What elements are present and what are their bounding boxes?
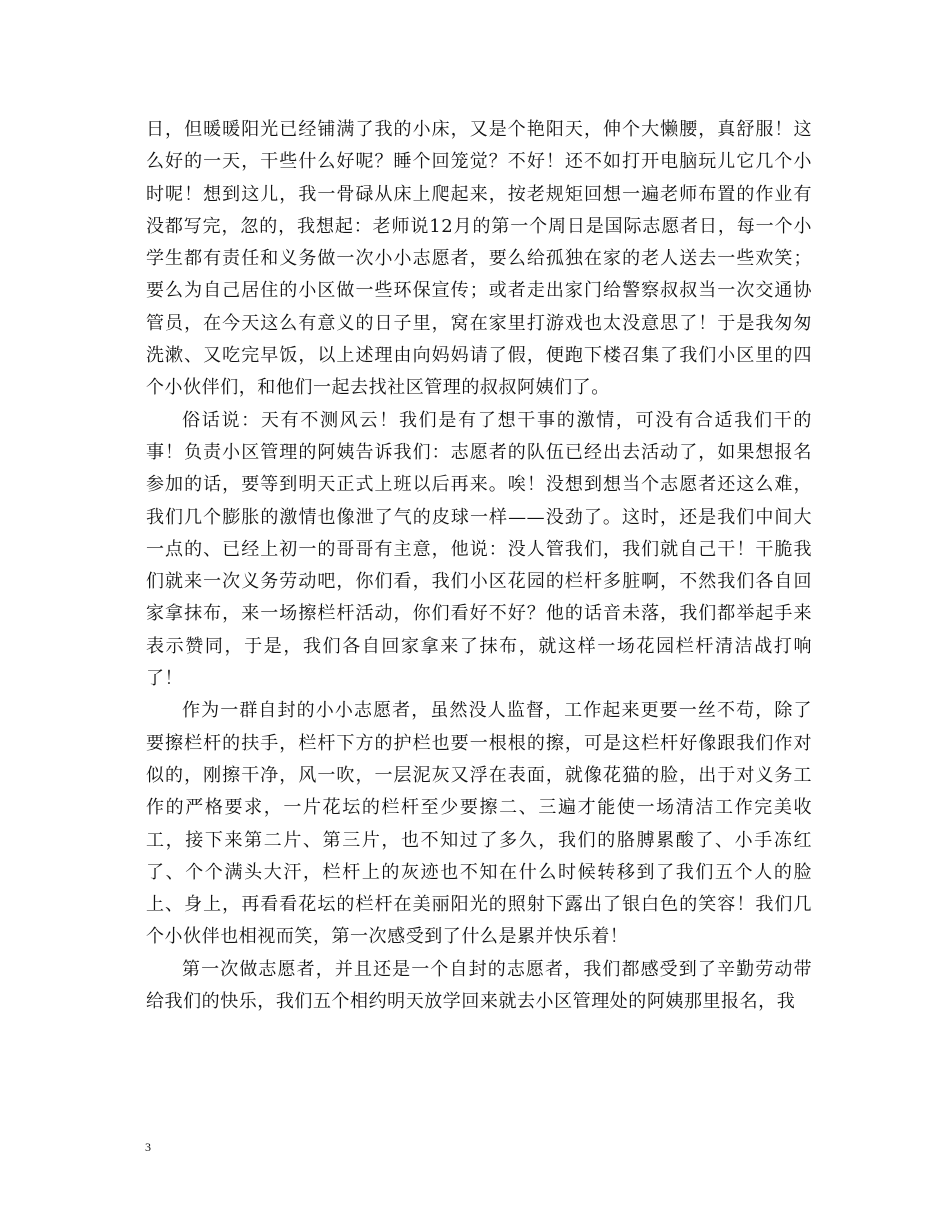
paragraph-2: 俗话说：天有不测风云！我们是有了想干事的激情，可没有合适我们干的事！负责小区管理的阿姨告诉我们：志愿者的队伍已经出去活动了，如果想报名参加的话，要等到明天正式上班以后再来。唉！没想到想当个志愿者还这么难，我们几个膨胀的激情也像泄了气的皮球一样——没劲了。这时，还是我们中间大一点的、已经上初一的哥哥有主意，他说：没人管我们，我们就自己干！干脆我们就来一次义务劳动吧，你们看，我们小区花园的栏杆多脏啊，不然我们各自回家拿抹布，来一场擦栏杆活动，你们看好不好？他的话音未落，我们都举起手来表示赞同，于是，我们各自回家拿来了抹布，就这样一场花园栏杆清洁战打响了！ xyxy=(146,409,812,690)
paragraph-1: 日，但暖暖阳光已经铺满了我的小床，又是个艳阳天，伸个大懒腰，真舒服！这么好的一天，干些什么好呢？睡个回笼觉？不好！还不如打开电脑玩儿它几个小时呢！想到这儿，我一骨碌从床上爬起来，按老规矩回想一遍老师布置的作业有没都写完，忽的，我想起：老师说12月的第一个周日是国际志愿者日，每一个小学生都有责任和义务做一次小小志愿者，要么给孤独在家的老人送去一些欢笑；要么为自己居住的小区做一些环保宣传；或者走出家门给警察叔叔当一次交通协管员，在今天这么有意义的日子里，窝在家里打游戏也太没意思了！于是我匆匆洗漱、又吃完早饭，以上述理由向妈妈请了假，便跑下楼召集了我们小区里的四个小伙伴们，和他们一起去找社区管理的叔叔阿姨们了。 xyxy=(146,119,812,399)
page-number: 3 xyxy=(145,1140,151,1154)
paragraph-3: 作为一群自封的小小志愿者，虽然没人监督，工作起来更要一丝不苟，除了要擦栏杆的扶手，栏杆下方的护栏也要一根根的擦，可是这栏杆好像跟我们作对似的，刚擦干净，风一吹，一层泥灰又浮在表面，就像花猫的脸，出于对义务工作的严格要求，一片花坛的栏杆至少要擦二、三遍才能使一场清洁工作完美收工，接下来第二片、第三片，也不知过了多久，我们的胳膊累酸了、小手冻红了、个个满头大汗，栏杆上的灰迹也不知在什么时候转移到了我们五个人的脸上、身上，再看看花坛的栏杆在美丽阳光的照射下露出了银白色的笑容！我们几个小伙伴也相视而笑，第一次感受到了什么是累并快乐着！ xyxy=(146,700,812,948)
paragraph-4: 第一次做志愿者，并且还是一个自封的志愿者，我们都感受到了辛勤劳动带给我们的快乐，我们五个相约明天放学回来就去小区管理处的阿姨那里报名，我 xyxy=(146,958,812,1013)
body-text xyxy=(146,114,812,1018)
